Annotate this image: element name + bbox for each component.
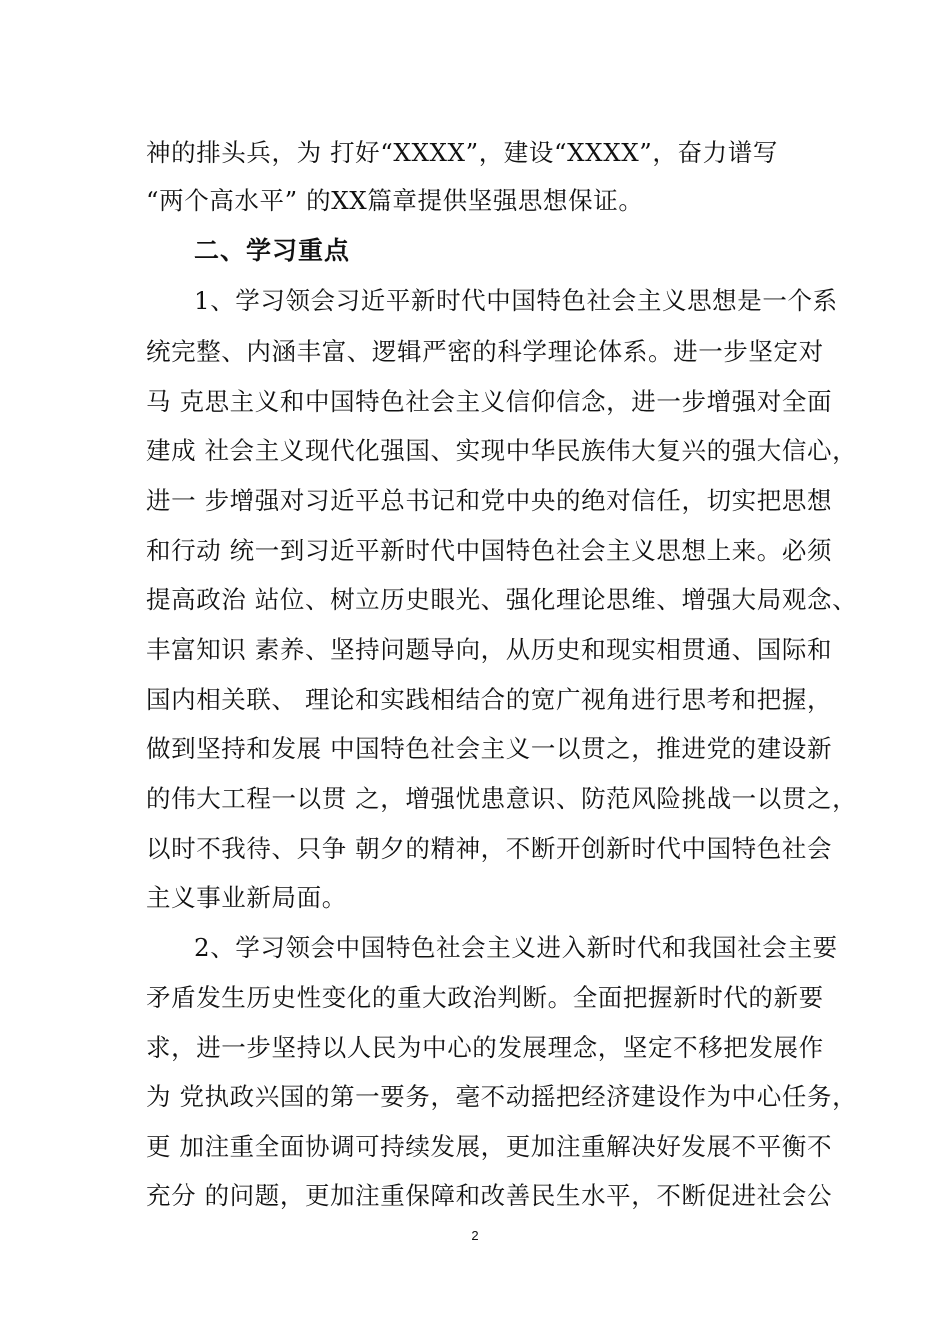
text-line: “两个高水平” 的XX篇章提供坚强思想保证。 [146,186,644,215]
text-line: 国内相关联、 理论和实践相结合的宽广视角进行思考和把握， [146,685,833,714]
text-line: 做到坚持和发展 中国特色社会主义一以贯之，推进党的建设新 [146,734,833,763]
page-number: 2 [471,1228,479,1243]
text-line: 为 党执政兴国的第一要务，毫不动摇把经济建设作为中心任务， [146,1082,858,1111]
text-line: 的伟大工程一以贯 之，增强忧患意识、防范风险挑战一以贯之， [146,784,858,813]
section-heading: 二、学习重点 [194,236,351,265]
text-line: 和行动 统一到习近平新时代中国特色社会主义思想上来。必须 [146,536,833,565]
text-line: 统完整、内涵丰富、逻辑严密的科学理论体系。进一步坚定对 [146,337,824,366]
text-line: 求，进一步坚持以人民为中心的发展理念，坚定不移把发展作 [146,1033,824,1062]
text-line: 马 克思主义和中国特色社会主义信仰信念，进一步增强对全面 [146,387,833,416]
text-line: 矛盾发生历史性变化的重大政治判断。全面把握新时代的新要 [146,983,824,1012]
text-line: 更 加注重全面协调可持续发展，更加注重解决好发展不平衡不 [146,1132,833,1161]
text-line: 主义事业新局面。 [146,883,347,912]
text-line: 建成 社会主义现代化强国、实现中华民族伟大复兴的强大信心， [146,436,858,465]
text-line: 充分 的问题，更加注重保障和改善民生水平，不断促进社会公 [146,1181,833,1210]
text-line: 进一 步增强对习近平总书记和党中央的绝对信任，切实把思想 [146,486,833,515]
text-line: 以时不我待、只争 朝夕的精神，不断开创新时代中国特色社会 [146,834,833,863]
text-line: 神的排头兵，为 打好“XXXX”，建设“XXXX”，奋力谱写 [146,138,778,167]
text-line: 提高政治 站位、树立历史眼光、强化理论思维、增强大局观念、 [146,585,858,614]
text-line: 丰富知识 素养、坚持问题导向，从历史和现实相贯通、国际和 [146,635,833,664]
paragraph-first-line: 1、学习领会习近平新时代中国特色社会主义思想是一个系 [194,286,838,315]
paragraph-first-line: 2、学习领会中国特色社会主义进入新时代和我国社会主要 [194,933,838,962]
